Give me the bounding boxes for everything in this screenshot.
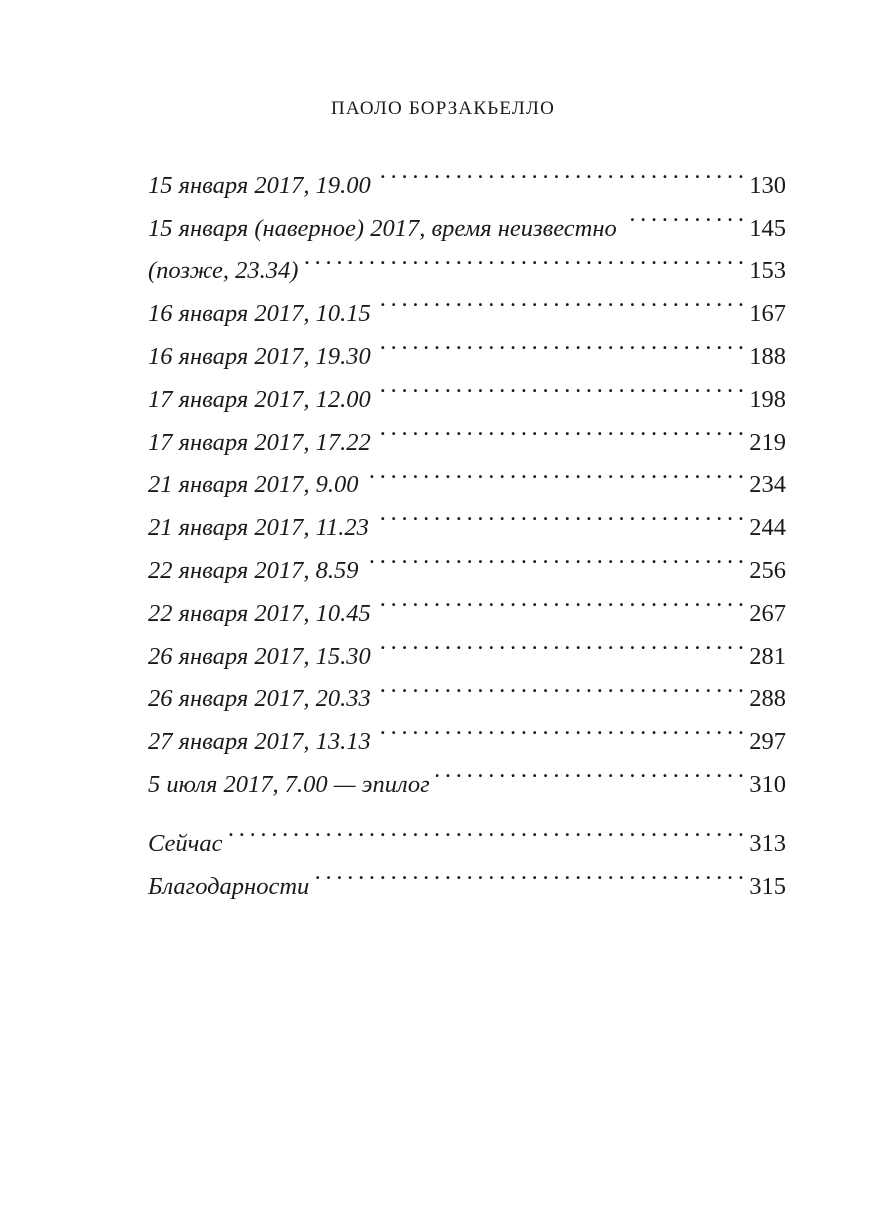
toc-entry-page: 315	[749, 872, 786, 900]
toc-entry-title: Сейчас	[148, 829, 223, 857]
toc-entry-page: 288	[749, 685, 786, 713]
dot-leader	[377, 150, 744, 193]
dot-leader	[377, 321, 744, 364]
toc-entry-page: 153	[749, 257, 786, 285]
dot-leader	[304, 236, 743, 279]
dot-leader	[377, 706, 744, 749]
toc-entry-title: 27 января 2017, 13.13	[148, 728, 371, 756]
dot-leader	[377, 664, 744, 707]
dot-leader	[377, 278, 744, 321]
toc-entry-title: 21 января 2017, 9.00	[148, 471, 359, 499]
dot-leader	[377, 578, 744, 621]
toc-entry-page: 198	[749, 385, 786, 413]
running-head: ПАОЛО БОРЗАКЬЕЛЛО	[330, 98, 555, 119]
dot-leader	[377, 364, 744, 407]
toc-entry-title: 26 января 2017, 15.30	[148, 642, 371, 670]
dot-leader	[375, 492, 743, 535]
dot-leader	[364, 450, 743, 493]
toc-entry-title: 15 января (наверное) 2017, время неизвестно	[148, 214, 617, 242]
toc-entry-page: 219	[749, 428, 786, 456]
toc-entry-title: 16 января 2017, 19.30	[148, 342, 371, 370]
toc-entry-title: 26 января 2017, 20.33	[148, 685, 371, 713]
toc-entry-title: 5 июля 2017, 7.00 — эпилог	[148, 770, 430, 798]
toc-entry-page: 234	[749, 471, 786, 499]
dot-leader	[315, 851, 743, 894]
toc-entry[interactable]	[148, 150, 786, 199]
dot-leader	[623, 193, 743, 236]
toc-entry-page: 130	[749, 171, 786, 199]
toc-entry-page: 313	[749, 829, 786, 857]
toc-entry-page: 167	[749, 300, 786, 328]
dot-leader	[377, 621, 744, 664]
toc-entry-page: 297	[749, 728, 786, 756]
dot-leader	[228, 808, 743, 851]
toc-entry-title: 22 января 2017, 10.45	[148, 599, 371, 627]
toc-entry-page: 188	[749, 342, 786, 370]
toc-entry-page: 256	[749, 556, 786, 584]
toc-entry[interactable]	[148, 808, 786, 857]
toc-entry-page: 267	[749, 599, 786, 627]
toc-entry-page: 310	[749, 770, 786, 798]
table-of-contents-back-matter	[148, 808, 786, 900]
toc-entry-title: 17 января 2017, 12.00	[148, 385, 371, 413]
toc-entry-page: 145	[749, 214, 786, 242]
toc-entry-title: Благодарности	[148, 872, 310, 900]
toc-entry-title: 21 января 2017, 11.23	[148, 514, 369, 542]
dot-leader	[364, 535, 743, 578]
toc-entry-title: (позже, 23.34)	[148, 257, 299, 285]
table-of-contents	[148, 150, 786, 798]
toc-entry-title: 17 января 2017, 17.22	[148, 428, 371, 456]
dot-leader	[436, 749, 744, 792]
toc-entry-page: 281	[749, 642, 786, 670]
dot-leader	[377, 407, 744, 450]
toc-entry-title: 16 января 2017, 10.15	[148, 300, 371, 328]
toc-entry[interactable]	[148, 851, 786, 900]
toc-entry-title: 22 января 2017, 8.59	[148, 556, 359, 584]
toc-entry-page: 244	[749, 514, 786, 542]
toc-entry-title: 15 января 2017, 19.00	[148, 171, 371, 199]
